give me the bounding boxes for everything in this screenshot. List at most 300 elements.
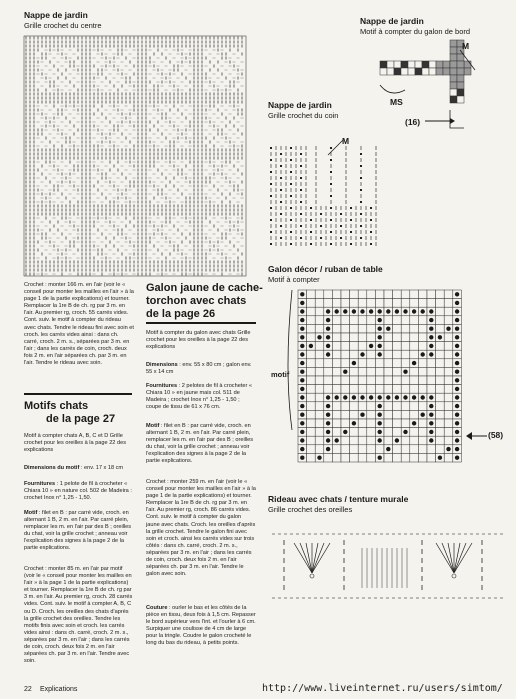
grid-cell (436, 436, 445, 445)
dot-mark (290, 171, 292, 173)
footer-url[interactable]: http://www.liveinternet.ru/users/simtom/ (262, 683, 503, 694)
filled-dot (300, 438, 304, 442)
dot-mark (360, 225, 362, 227)
grid-cell (375, 445, 384, 454)
galon-decor-arrow-icon (466, 431, 488, 441)
grid-cell (332, 350, 341, 359)
grid-cell (444, 453, 453, 462)
grid-cell (341, 376, 350, 385)
filled-dot (421, 395, 425, 399)
filled-dot (360, 395, 364, 399)
grid-cell (315, 419, 324, 428)
grid-cell (332, 385, 341, 394)
grid-cell (384, 299, 393, 308)
grid-cell (393, 385, 402, 394)
nappe-bord-label-ms: MS (390, 97, 403, 107)
filled-dot (326, 395, 330, 399)
grid-cell (450, 96, 457, 103)
dot-mark (330, 219, 332, 221)
dot-mark (330, 147, 332, 149)
grid-cell (436, 445, 445, 454)
grid-cell (444, 428, 453, 437)
dims-label: Dimensions du motif (24, 465, 80, 471)
filled-dot (309, 344, 313, 348)
filled-dot (429, 309, 433, 313)
grid-cell (332, 359, 341, 368)
dot-mark (350, 207, 352, 209)
dot-mark (280, 189, 282, 191)
filled-dot (360, 352, 364, 356)
grid-cell (358, 436, 367, 445)
grid-cell (410, 436, 419, 445)
motif-bracket (288, 290, 292, 430)
grid-cell (436, 61, 443, 68)
dot-mark (280, 213, 282, 215)
grid-cell (384, 290, 393, 299)
galon-jaune-title-1: Galon jaune de cache- (146, 282, 263, 294)
grid-cell (444, 290, 453, 299)
grid-cell (401, 385, 410, 394)
grid-cell (307, 316, 316, 325)
dot-mark (330, 159, 332, 161)
grid-cell (436, 290, 445, 299)
filled-dot (438, 335, 442, 339)
grid-cell (332, 376, 341, 385)
dot-mark (290, 231, 292, 233)
galon-jaune-couture (146, 605, 256, 648)
grid-cell (444, 333, 453, 342)
grid-cell (384, 453, 393, 462)
filled-dot (326, 430, 330, 434)
rideau-ears-chart (272, 528, 506, 608)
crochet-left-text: Crochet : monter 166 m. en l'air (voir le « conseil pour monter les mailles en l'air » à la page 1 de la partie explications) et tourner. Remplacer la 1re B de ch. rg par 3 m. en l'air. Au premier rg, croch. 55 carrés vides. Cont. suiv. le motif à compter du rideau avec chats. Tendre le rideau fini avec soin et croch. les carrés vides ainsi : dans ch. carré, croch. 2 m. s., séparées par 3 m. en l'air ; dans les carrés de coin, croch. deux fois 2 m. en l'air séparées ch. par 3 m. en l'air. Tendre le rideau avec soin. (24, 282, 134, 367)
nappe-centre-chart (24, 36, 246, 276)
filled-dot (395, 438, 399, 442)
grid-cell (350, 367, 359, 376)
filled-dot (395, 309, 399, 313)
fourn-value: : 2 pelotes de fil à crocheter « Chiara 10 » en jaune mais col. 511 de Madeira ; crochet Inox n° 1,25 - 1,50 ; coupe de tissu de 61 x 76 cm. (146, 383, 253, 411)
filled-dot (326, 344, 330, 348)
nappe-bord-title: Nappe de jardin (360, 16, 424, 26)
grid-cell (444, 342, 453, 351)
grid-cell (393, 376, 402, 385)
grid-cell (418, 376, 427, 385)
grid-cell (358, 385, 367, 394)
dot-mark (310, 207, 312, 209)
grid-cell (410, 299, 419, 308)
grid-cell (450, 40, 457, 47)
motifs-chats-motif (24, 510, 134, 553)
grid-cell (350, 445, 359, 454)
filled-dot (378, 413, 382, 417)
grid-cell (387, 68, 394, 75)
filled-dot (378, 318, 382, 322)
grid-cell (450, 82, 457, 89)
galon-jaune-motif (146, 423, 256, 466)
grid-cell (436, 307, 445, 316)
grid-cell (375, 385, 384, 394)
motif-label: Motif (24, 510, 38, 516)
grid-cell (341, 316, 350, 325)
grid-cell (307, 299, 316, 308)
dot-mark (270, 219, 272, 221)
grid-cell (418, 324, 427, 333)
dot-mark (370, 207, 372, 209)
grid-cell (450, 61, 457, 68)
filled-dot (300, 456, 304, 460)
grid-cell (418, 453, 427, 462)
grid-cell (324, 290, 333, 299)
filled-dot (326, 404, 330, 408)
grid-cell (332, 367, 341, 376)
grid-cell (450, 68, 457, 75)
filled-dot (326, 309, 330, 313)
grid-cell (307, 333, 316, 342)
dot-mark (320, 213, 322, 215)
filled-dot (378, 335, 382, 339)
grid-cell (307, 410, 316, 419)
grid-cell (444, 359, 453, 368)
grid-cell (367, 410, 376, 419)
grid-cell (418, 367, 427, 376)
filled-dot (429, 318, 433, 322)
filled-dot (352, 309, 356, 313)
grid-cell (315, 410, 324, 419)
grid-cell (444, 350, 453, 359)
grid-cell (410, 342, 419, 351)
grid-cell (393, 445, 402, 454)
motifs-chats-dims (24, 465, 134, 472)
grid-cell (436, 342, 445, 351)
filled-dot (455, 344, 459, 348)
grid-cell (332, 299, 341, 308)
filled-dot (455, 361, 459, 365)
grid-cell (427, 385, 436, 394)
grid-cell (393, 299, 402, 308)
grid-cell (341, 324, 350, 333)
filled-dot (378, 438, 382, 442)
galon-decor-label-58: (58) (488, 430, 504, 440)
dot-mark (280, 153, 282, 155)
grid-cell (450, 54, 457, 61)
filled-dot (403, 430, 407, 434)
nappe-bord-label-m: M (462, 41, 470, 51)
grid-cell (384, 342, 393, 351)
dot-mark (330, 231, 332, 233)
grid-cell (393, 367, 402, 376)
grid-cell (393, 410, 402, 419)
filled-dot (343, 370, 347, 374)
filled-dot (455, 318, 459, 322)
grid-cell (410, 410, 419, 419)
motifs-chats-crochet: Crochet : monter 85 m. en l'air par motif (voir le « conseil pour monter les mailles en l'air » à la page 1 de la partie explications) et tourner. Remplacer la 1re B de ch. rg par 3 m. en l'air. Au premier rg, croch. 28 carrés vides. Cont. suiv. le motif à compter A, B, C ou D. Croch. les oreilles des chats d'après la grille crochet des oreilles. Tendre les motifs finis avec soin et croch. les carrés vides ainsi : dans ch. carré, croch. 2 m. s., séparées par 3 m. en l'air ; dans les carrés de coin, croch. deux fois 2 m. en l'air séparées ch. par 3 m. en l'air. Tendre avec soin. (24, 566, 133, 665)
filled-dot (300, 413, 304, 417)
grid-cell (358, 333, 367, 342)
filled-dot (300, 344, 304, 348)
grid-cell (315, 393, 324, 402)
dot-mark (350, 219, 352, 221)
nappe-centre-title: Nappe de jardin (24, 10, 88, 20)
filled-dot (369, 309, 373, 313)
filled-dot (455, 292, 459, 296)
grid-cell (443, 68, 450, 75)
grid-cell (341, 350, 350, 359)
grid-cell (324, 385, 333, 394)
grid-cell (444, 367, 453, 376)
grid-cell (444, 299, 453, 308)
filled-dot (300, 327, 304, 331)
grid-cell (341, 445, 350, 454)
grid-cell (332, 453, 341, 462)
nappe-centre-subtitle: Grille crochet du centre (24, 21, 102, 30)
grid-cell (464, 61, 471, 68)
grid-cell (393, 342, 402, 351)
filled-dot (378, 430, 382, 434)
grid-cell (315, 324, 324, 333)
filled-dot (455, 438, 459, 442)
grid-cell (415, 61, 422, 68)
nappe-bord-label-16: (16) (405, 117, 421, 127)
grid-cell (418, 333, 427, 342)
grid-cell (393, 324, 402, 333)
filled-dot (326, 421, 330, 425)
galon-jaune-crochet: Crochet : monter 259 m. en l'air (voir le « conseil pour monter les mailles en l'air » à la page 1 de la partie explications) et tourner. Remplacer la 1re B de ch. rg par 3 m. en l'air. Au premier rg, croch. 86 carrés vides. Cont. suiv. le motif à compter du galon jaune avec chats. Croch. les oreilles d'après la grille crochet. Tendre le galon fini avec soin et croch. ainsi les carrés vides sur trois côtés : dans ch. carré, croch. 2 m. s., séparées par 3 m. en l'air ; dans les carrés de coin, croch. deux fois 2 m. en l'air séparées ch. par 3 m. en l'air. Tendre le galon avec soin. (146, 479, 256, 578)
grid-cell (457, 82, 464, 89)
filled-dot (403, 370, 407, 374)
grid-cell (350, 453, 359, 462)
filled-dot (429, 430, 433, 434)
grid-cell (375, 290, 384, 299)
filled-dot (343, 309, 347, 313)
filled-dot (455, 413, 459, 417)
grid-cell (367, 367, 376, 376)
grid-cell (350, 410, 359, 419)
grid-cell (410, 445, 419, 454)
grid-cell (367, 419, 376, 428)
grid-cell (307, 428, 316, 437)
filled-dot (429, 344, 433, 348)
filled-dot (326, 447, 330, 451)
grid-cell (307, 402, 316, 411)
grid-cell (350, 342, 359, 351)
grid-cell (350, 436, 359, 445)
filled-dot (343, 395, 347, 399)
filled-dot (421, 352, 425, 356)
grid-cell (367, 359, 376, 368)
grid-cell (350, 324, 359, 333)
filled-dot (378, 404, 382, 408)
grid-cell (401, 359, 410, 368)
dot-mark (270, 171, 272, 173)
galon-decor-label-motif: motif (271, 370, 290, 379)
grid-cell (307, 324, 316, 333)
grid-cell (401, 68, 408, 75)
grid-cell (427, 453, 436, 462)
motif-label: Motif (146, 423, 160, 429)
grid-cell (450, 89, 457, 96)
grid-cell (380, 68, 387, 75)
dims-value: : env. 55 x 80 cm ; galon env. 55 x 14 cm (146, 362, 252, 376)
dot-mark (340, 237, 342, 239)
grid-cell (358, 453, 367, 462)
grid-cell (393, 350, 402, 359)
grid-cell (341, 342, 350, 351)
filled-dot (395, 395, 399, 399)
galon-jaune-intro: Motif à compter du galon avec chats Grille crochet pour les oreilles à la page 22 des explications (146, 330, 251, 351)
grid-cell (422, 61, 429, 68)
filled-dot (403, 309, 407, 313)
grid-cell (307, 350, 316, 359)
dot-mark (290, 243, 292, 245)
grid-cell (401, 333, 410, 342)
dot-mark (280, 177, 282, 179)
grid-cell (315, 445, 324, 454)
dot-mark (350, 231, 352, 233)
dot-mark (370, 219, 372, 221)
motifs-chats-rule (24, 393, 132, 395)
filled-dot (300, 335, 304, 339)
galon-jaune-dims (146, 362, 256, 376)
filled-dot (300, 318, 304, 322)
grid-cell (367, 333, 376, 342)
dot-mark (360, 213, 362, 215)
grid-cell (418, 316, 427, 325)
fourn-value: : 1 pelote de fil à crocheter « Chiara 10 » en nature col. 502 de Madeira : crochet Inox n° 1,25 - 1,50. (24, 481, 132, 502)
grid-cell (410, 290, 419, 299)
grid-cell (367, 385, 376, 394)
filled-dot (429, 335, 433, 339)
grid-cell (444, 316, 453, 325)
grid-cell (358, 402, 367, 411)
grid-cell (384, 385, 393, 394)
grid-cell (315, 342, 324, 351)
nappe-coin-label-m: M (342, 136, 350, 146)
grid-cell (332, 410, 341, 419)
grid-cell (358, 428, 367, 437)
grid-cell (457, 68, 464, 75)
filled-dot (455, 430, 459, 434)
galon-jaune-title-3: de la page 26 (146, 308, 216, 320)
footer-page-number: 22 (24, 686, 32, 693)
grid-cell (418, 290, 427, 299)
grid-cell (444, 402, 453, 411)
grid-cell (384, 316, 393, 325)
grid-cell (418, 428, 427, 437)
grid-cell (436, 376, 445, 385)
filled-dot (446, 447, 450, 451)
grid-cell (401, 299, 410, 308)
filled-dot (300, 361, 304, 365)
grid-cell (384, 376, 393, 385)
grid-cell (332, 342, 341, 351)
grid-cell (436, 68, 443, 75)
dot-mark (360, 189, 362, 191)
filled-dot (386, 447, 390, 451)
dot-mark (270, 147, 272, 149)
dot-mark (310, 231, 312, 233)
filled-dot (455, 456, 459, 460)
dot-mark (270, 207, 272, 209)
grid-cell (418, 445, 427, 454)
grid-cell (332, 428, 341, 437)
grid-cell (350, 333, 359, 342)
filled-dot (326, 438, 330, 442)
grid-cell (401, 61, 408, 68)
dot-mark (290, 159, 292, 161)
dot-mark (280, 201, 282, 203)
motif-value: : filet en B : par carré vide, croch. en alternant 1 B, 2 m. en l'air. Par carré plein, remplacer les m. en l'air par des B ; oreilles du chat, voir la grille crochet ; anneau voir l'explication des signes à la page 2 de la partie explications. (24, 510, 132, 552)
grid-cell (315, 350, 324, 359)
grid-cell (375, 299, 384, 308)
grid-cell (324, 376, 333, 385)
grid-cell (384, 367, 393, 376)
rideau-subtitle: Grille crochet des oreilles (268, 505, 353, 514)
filled-dot (455, 378, 459, 382)
grid-cell (427, 299, 436, 308)
dot-mark (270, 159, 272, 161)
grid-cell (410, 333, 419, 342)
grid-cell (410, 324, 419, 333)
grid-cell (427, 445, 436, 454)
dot-mark (360, 165, 362, 167)
motifs-chats-title-2: de la page 27 (46, 413, 116, 425)
grid-cell (341, 419, 350, 428)
grid-cell (393, 359, 402, 368)
grid-cell (307, 307, 316, 316)
filled-dot (429, 352, 433, 356)
grid-cell (436, 350, 445, 359)
grid-cell (367, 436, 376, 445)
grid-cell (358, 367, 367, 376)
filled-dot (369, 395, 373, 399)
dot-mark (310, 219, 312, 221)
filled-dot (378, 344, 382, 348)
grid-cell (341, 436, 350, 445)
dot-mark (280, 237, 282, 239)
filled-dot (455, 309, 459, 313)
grid-cell (429, 68, 436, 75)
grid-cell (307, 385, 316, 394)
filled-dot (412, 309, 416, 313)
grid-cell (444, 436, 453, 445)
grid-cell (307, 419, 316, 428)
grid-cell (444, 410, 453, 419)
grid-cell (393, 419, 402, 428)
dot-mark (270, 231, 272, 233)
grid-cell (401, 402, 410, 411)
dot-mark (270, 243, 272, 245)
grid-cell (315, 307, 324, 316)
grid-cell (444, 385, 453, 394)
grid-cell (332, 419, 341, 428)
grid-cell (410, 453, 419, 462)
grid-cell (358, 299, 367, 308)
grid-cell (367, 402, 376, 411)
filled-dot (352, 395, 356, 399)
dims-label: Dimensions (146, 362, 178, 368)
galon-jaune-rule (146, 322, 256, 324)
filled-dot (412, 361, 416, 365)
grid-cell (422, 68, 429, 75)
dot-mark (320, 225, 322, 227)
filled-dot (455, 395, 459, 399)
grid-cell (436, 359, 445, 368)
dot-mark (300, 225, 302, 227)
grid-cell (401, 453, 410, 462)
dot-mark (330, 243, 332, 245)
filled-dot (455, 387, 459, 391)
grid-cell (394, 68, 401, 75)
